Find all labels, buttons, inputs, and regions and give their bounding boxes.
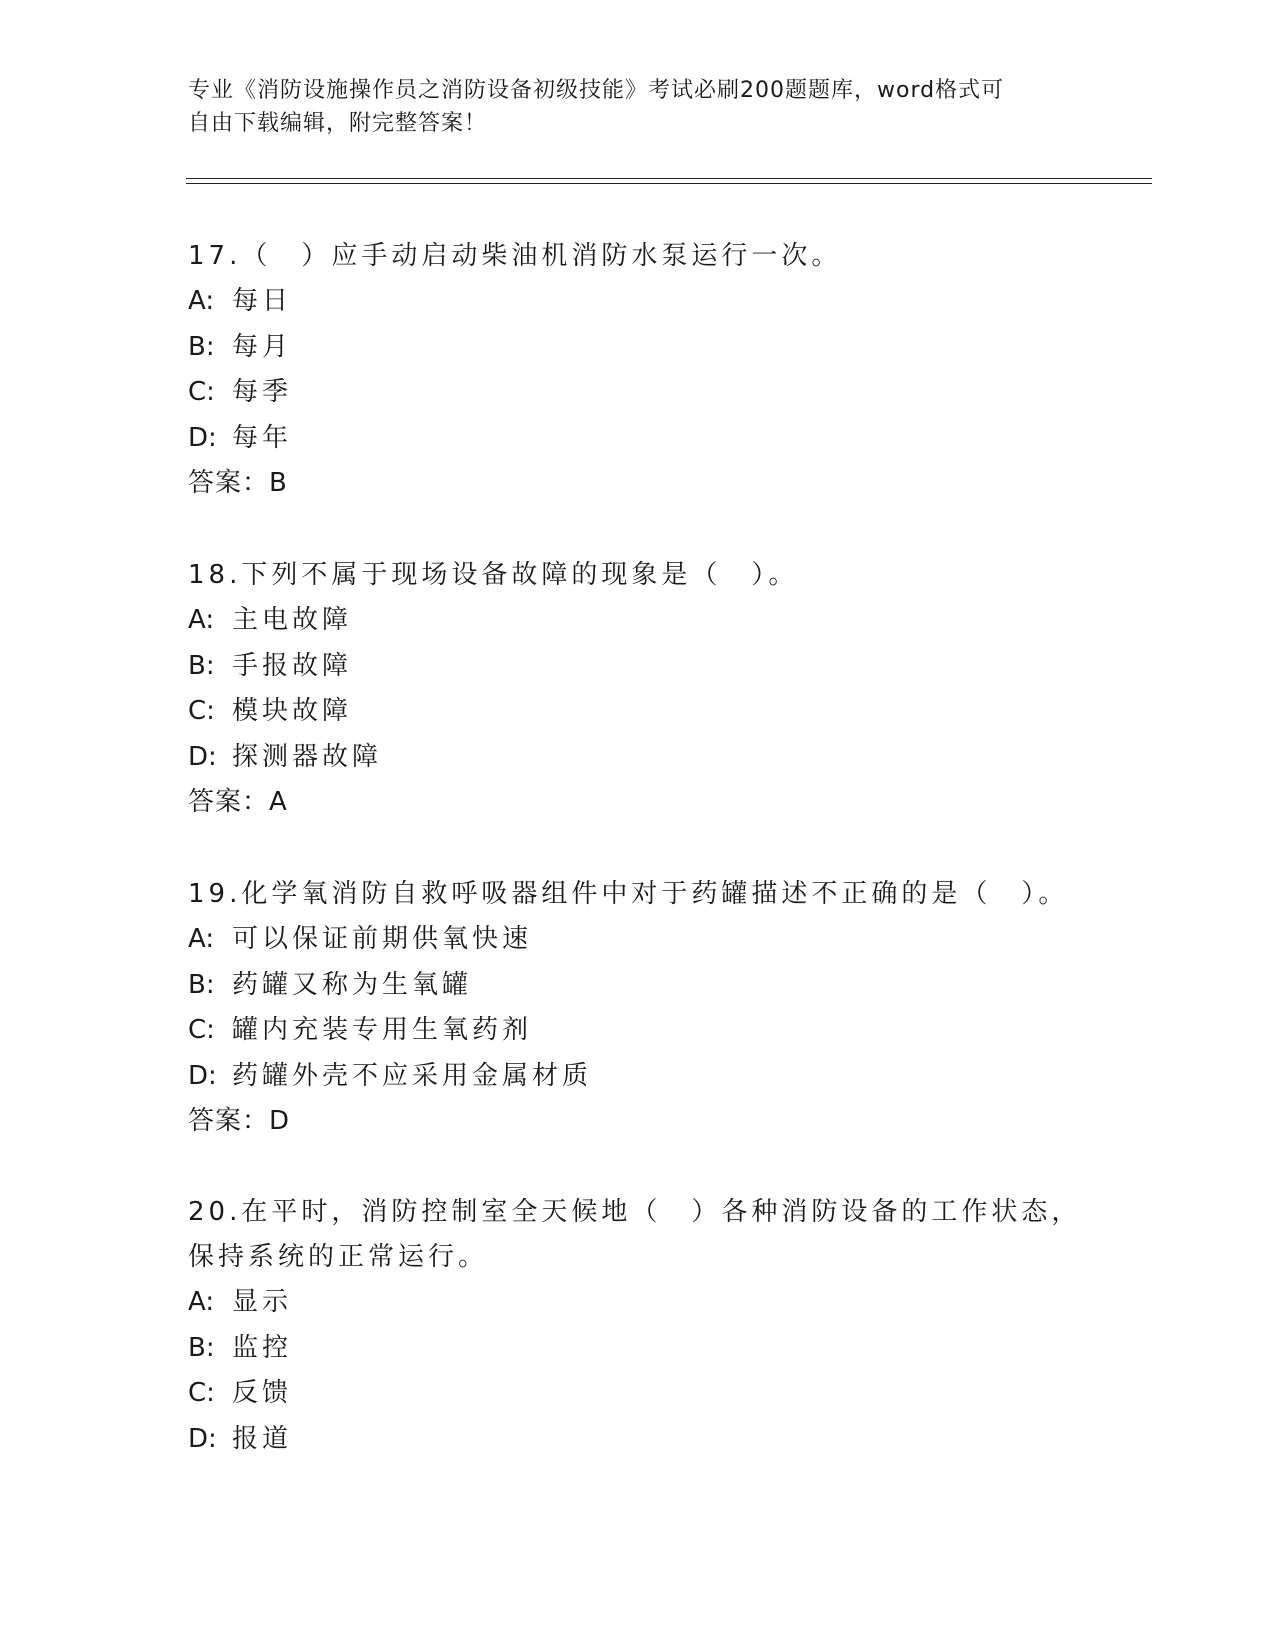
option-text: 模块故障 [232,696,353,726]
question-text: 18.下列不属于现场设备故障的现象是（ ）。 [188,560,799,590]
option-text: 显示 [232,1287,293,1317]
option-d [188,735,1088,781]
option-c [188,1008,1088,1054]
option-label: D: [188,1423,217,1454]
option-text: 可以保证前期供氧快速 [232,924,533,954]
answer [188,461,1088,506]
option-c [188,1371,1088,1417]
question-text: 20.在平时，消防控制室全天候地（ ）各种消防设备的工作状态，保持系统的正常运行。 [188,1197,1082,1272]
header-divider-bottom [186,183,1152,184]
option-label: A: [188,286,215,316]
option-b [188,1326,1088,1372]
option-label: D: [188,741,217,772]
question-17 [188,234,1088,506]
option-c [188,370,1088,416]
option-text: 药罐外壳不应采用金属材质 [232,1060,593,1091]
header-divider-top [186,178,1152,179]
answer-value: D [269,1106,291,1136]
option-text: 每年 [232,422,293,453]
answer-label: 答案： [188,787,270,817]
answer [188,780,1088,825]
option-label: A: [188,605,215,635]
option-text: 每季 [232,377,293,407]
answer-value: A [269,787,288,817]
answer [188,1099,1088,1144]
option-a [188,1280,1088,1326]
option-label: B: [188,331,215,362]
header-line-1: 专业《消防设施操作员之消防设备初级技能》考试必刷200题题库，word格式可 [188,78,1005,103]
option-label: C: [188,377,215,407]
header-line-2: 自由下载编辑，附完整答案！ [188,111,488,136]
answer-value: B [269,468,288,498]
option-a [188,598,1088,644]
question-18 [188,553,1088,825]
answer-label: 答案： [188,468,270,498]
option-text: 每日 [232,286,293,316]
option-label: D: [188,1060,217,1091]
option-label: B: [188,969,215,1000]
option-text: 药罐又称为生氧罐 [232,969,473,1000]
option-label: D: [188,422,217,453]
document-header [188,74,1068,140]
option-text: 主电故障 [232,605,353,635]
question-text: 19.化学氧消防自救呼吸器组件中对于药罐描述不正确的是（ ）。 [188,879,1069,909]
option-text: 监控 [232,1332,293,1363]
option-b [188,963,1088,1009]
option-text: 罐内充装专用生氧药剂 [232,1015,533,1045]
option-d [188,416,1088,462]
option-label: A: [188,1287,215,1317]
option-b [188,644,1088,690]
question-text: 17.（ ）应手动启动柴油机消防水泵运行一次。 [188,241,842,271]
question-20 [188,1190,1088,1462]
option-a [188,917,1088,963]
option-b [188,325,1088,371]
option-label: B: [188,1332,215,1363]
question-19 [188,872,1088,1144]
option-d [188,1417,1088,1463]
option-label: C: [188,1378,215,1408]
option-a [188,279,1088,325]
option-text: 反馈 [232,1378,293,1408]
option-text: 报道 [232,1423,293,1454]
option-label: A: [188,924,215,954]
option-label: B: [188,650,215,681]
option-label: C: [188,1015,215,1045]
option-text: 探测器故障 [232,741,383,772]
option-text: 每月 [232,331,293,362]
option-c [188,689,1088,735]
option-d [188,1054,1088,1100]
option-label: C: [188,696,215,726]
answer-label: 答案： [188,1106,270,1136]
option-text: 手报故障 [232,650,353,681]
